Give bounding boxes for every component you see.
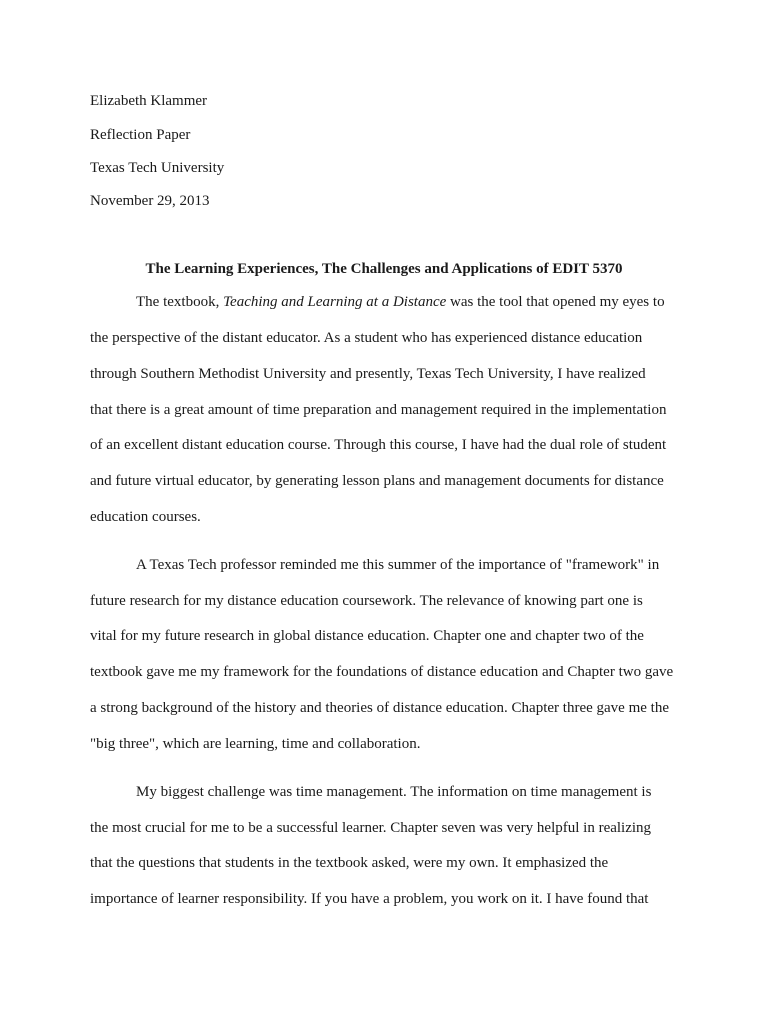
paragraph-3-line-4: importance of learner responsibility. If you have a problem, you work on it. I have found that <box>90 891 649 907</box>
paragraph-1-line-7: education courses. <box>90 509 201 525</box>
paragraph-2-line-3: vital for my future research in global distance education. Chapter one and chapter two of the <box>90 628 644 644</box>
paragraph-1-line-2: the perspective of the distant educator. As a student who has experienced distance education <box>90 330 643 346</box>
paragraph-2-line-2: future research for my distance education coursework. The relevance of knowing part one is <box>90 593 643 609</box>
author-name: Elizabeth Klammer <box>90 93 208 109</box>
paragraph-1-line-5: of an excellent distant education course. Through this course, I have had the dual role of student <box>90 437 667 453</box>
document-type: Reflection Paper <box>90 127 191 143</box>
document-date: November 29, 2013 <box>90 193 210 209</box>
paragraph-1-lead-text: The textbook, <box>136 294 224 310</box>
paragraph-1-line-1 <box>136 293 665 311</box>
paragraph-1-tail-text: was the tool that opened my eyes to <box>446 294 665 310</box>
paragraph-2-line-5: a strong background of the history and theories of distance education. Chapter three gave me the <box>90 700 669 716</box>
paper-title: The Learning Experiences, The Challenges and Applications of EDIT 5370 <box>145 261 623 277</box>
paragraph-2-line-4: textbook gave me my framework for the foundations of distance education and Chapter two gave <box>90 664 674 680</box>
paragraph-3-line-1: My biggest challenge was time management. The information on time management is <box>136 784 652 800</box>
paragraph-1-line-3: through Southern Methodist University and presently, Texas Tech University, I have realized <box>90 366 646 382</box>
institution-name: Texas Tech University <box>90 160 225 176</box>
paragraph-3-line-2: the most crucial for me to be a successful learner. Chapter seven was very helpful in realizing <box>90 820 652 836</box>
paragraph-2-line-1: A Texas Tech professor reminded me this summer of the importance of "framework" in <box>136 557 660 573</box>
book-title: Teaching and Learning at a Distance <box>223 294 447 310</box>
paragraph-3-line-3: that the questions that students in the textbook asked, were my own. It emphasized the <box>90 855 609 871</box>
paragraph-1-line-6: and future virtual educator, by generating lesson plans and management documents for distance <box>90 473 664 489</box>
paragraph-2-line-6: "big three", which are learning, time and collaboration. <box>90 736 421 752</box>
paragraph-1-line-4: that there is a great amount of time preparation and management required in the implementation <box>90 402 667 418</box>
